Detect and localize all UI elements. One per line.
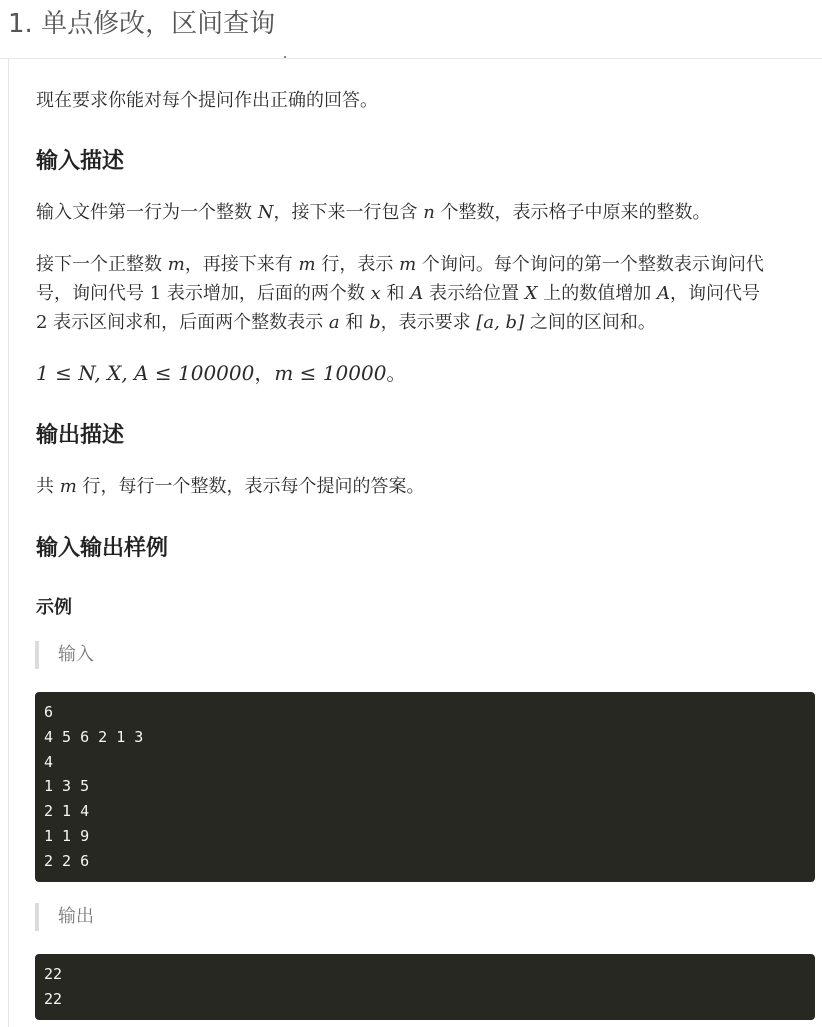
text-segment: 表示区间求和，后面两个整数表示 [47,312,329,333]
text-segment: ， [254,361,275,385]
code-line: 1 1 9 [44,826,90,845]
clipped-text-fragment [284,56,286,58]
math-m: m [167,254,185,275]
input-description-heading: 输入描述 [36,149,125,174]
text-segment: 号，询问代号 [36,283,150,304]
text-segment: 个询问。每个询问的第一个整数表示询问代 [416,254,764,275]
text-segment: 。 [386,361,407,385]
code-line: 6 [44,703,54,721]
text-segment: 和 [380,283,411,304]
code-line: 22 [44,965,63,983]
example-heading: 示例 [36,597,72,618]
code-line: 22 [44,989,63,1008]
text-segment: 共 [36,476,60,497]
text-segment: ，接下来一行包含 [273,202,424,223]
math-X: X [524,283,538,304]
math-A: A [410,283,424,304]
math-m: m [298,254,316,275]
code-line: 2 1 4 [44,802,90,821]
math-m: m [59,476,77,497]
text-segment: ，表示要求 [380,312,477,333]
constraint-line [36,359,406,388]
code-line: 4 5 6 2 1 3 [44,727,144,746]
intro-paragraph: 现在要求你能对每个提问作出正确的回答。 [36,90,378,111]
text-segment: 行，表示 [315,254,400,275]
text-segment: 上的数值增加 [537,283,657,304]
math-range: [a, b] [476,312,525,333]
input-paragraph-1 [36,198,711,227]
math-m: m [399,254,417,275]
top-header [0,0,822,59]
text-segment: 表示给位置 [423,283,525,304]
text-segment: 个整数，表示格子中原来的整数。 [434,202,711,223]
output-code-block[interactable] [35,954,815,1020]
text-segment: 行，每行一个整数，表示每个提问的答案。 [76,476,425,497]
input-paragraph-2-line-2 [36,279,760,308]
math-N: N [257,202,274,223]
text-segment: ，再接下来有 [184,254,299,275]
page-title: 1. 单点修改，区间查询 [8,9,276,39]
output-paragraph [36,472,425,501]
math-constraint-2: m ≤ 10000 [274,361,387,385]
math-2: 2 [36,312,48,333]
input-code-block[interactable] [35,692,815,882]
input-label: 输入 [58,644,94,665]
math-a: a [328,312,340,333]
text-segment: ，询问代号 [669,283,760,304]
text-segment: 输入文件第一行为一个整数 [36,202,258,223]
text-segment: 之间的区间和。 [524,312,656,333]
output-label: 输出 [58,906,94,927]
text-segment: 接下一个正整数 [36,254,168,275]
math-1: 1 [149,283,162,304]
math-x: x [370,283,381,304]
output-label-quote [35,903,94,931]
code-line: 2 2 6 [44,851,90,870]
input-paragraph-2-line-1 [36,250,764,279]
text-segment: 表示增加，后面的两个数 [161,283,371,304]
math-b: b [369,312,381,333]
math-A: A [656,283,670,304]
text-segment: 和 [339,312,370,333]
math-constraint-1: 1 ≤ N, X, A ≤ 100000 [36,361,255,385]
math-n: n [423,202,435,223]
input-label-quote [35,641,94,669]
sample-heading: 输入输出样例 [36,536,169,561]
code-line: 1 3 5 [44,777,90,796]
input-paragraph-2-line-3 [36,308,656,337]
code-line: 4 [44,752,54,771]
output-description-heading: 输出描述 [36,423,125,448]
